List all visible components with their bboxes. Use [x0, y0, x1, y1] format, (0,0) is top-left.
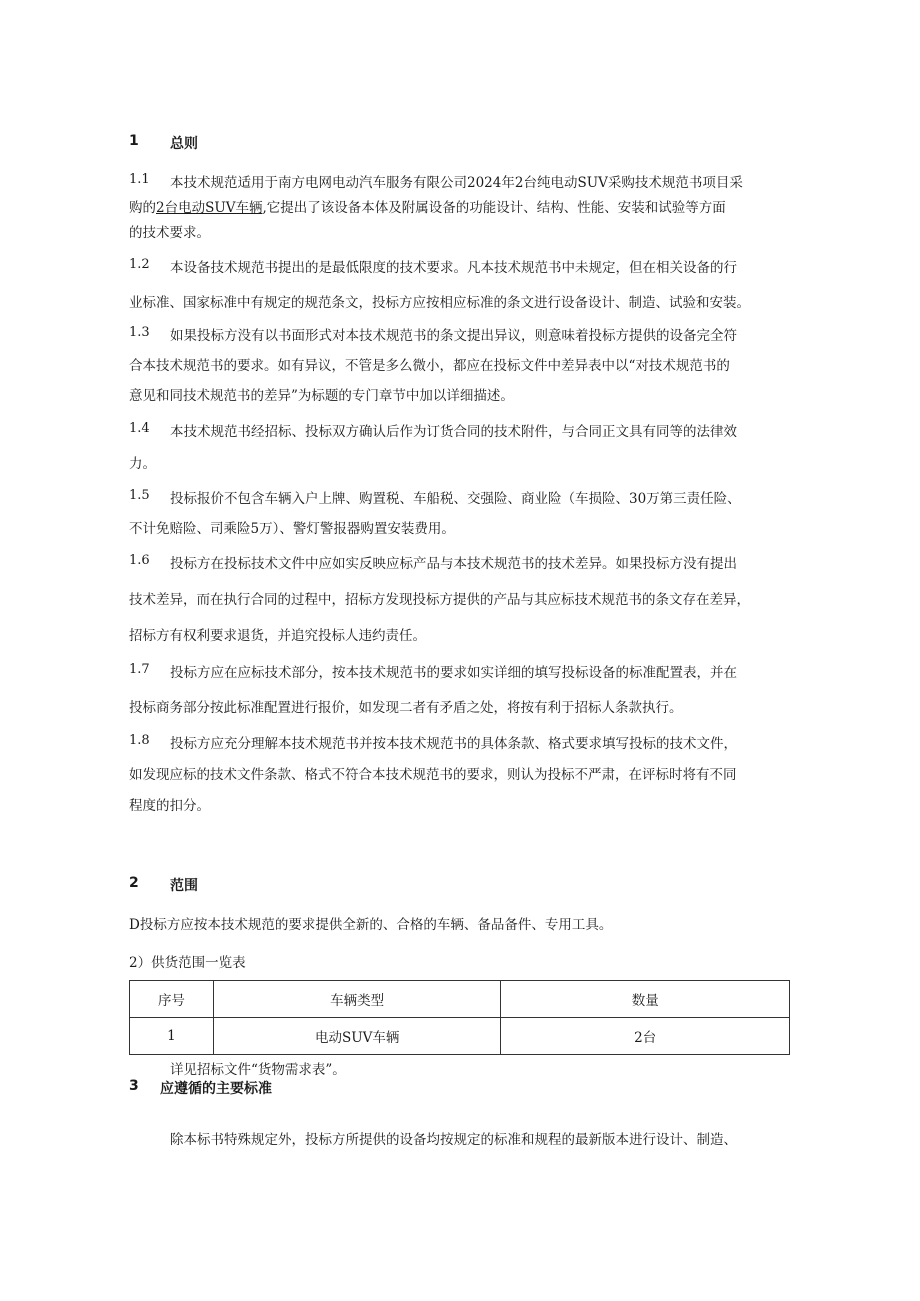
- section-3-line1: 除本标书特殊规定外，投标方所提供的设备均按规定的标准和规程的最新版本进行设计、制造、: [170, 1132, 737, 1148]
- clause-1-4-line2: 力。: [129, 456, 156, 472]
- section-1-title: 总则: [170, 136, 198, 152]
- clause-1-6-line1: 投标方在投标技术文件中应如实反映应标产品与本技术规范书的技术差异。如果投标方没有提出: [170, 556, 737, 572]
- header-cell: 数量: [501, 981, 790, 1018]
- table-note: 详见招标文件“货物需求表”。: [170, 1062, 346, 1078]
- clause-1-1-line2b: ,它提出了该设备本体及附属设备的功能设计、结构、性能、安装和试验等方面: [262, 200, 726, 216]
- clause-1-8-number: 1.8: [129, 733, 150, 748]
- clause-1-2-line2: 业标准、国家标准中有规定的规范条文，投标方应按相应标准的条文进行设备设计、制造、试验和安装。: [129, 295, 750, 311]
- clause-1-1-line2a: 购的: [129, 200, 156, 216]
- clause-1-8-line2: 如发现应标的技术文件条款、格式不符合本技术规范书的要求，则认为投标不严肃，在评标时将有不同: [129, 767, 737, 783]
- section-2-title: 范围: [170, 878, 198, 894]
- header-cell: 车辆类型: [213, 981, 501, 1018]
- clause-1-3-line2: 合本技术规范书的要求。如有异议，不管是多么微小，都应在投标文件中差异表中以“对技术规范书的: [129, 358, 730, 374]
- clause-1-7-number: 1.7: [129, 662, 150, 677]
- clause-1-3-line1: 如果投标方没有以书面形式对本技术规范书的条文提出异议，则意味着投标方提供的设备完全符: [170, 328, 737, 344]
- section-3-number: 3: [129, 1078, 139, 1094]
- table-header-row: [130, 981, 790, 1018]
- clause-1-2-number: 1.2: [129, 257, 150, 272]
- clause-1-1-number: 1.1: [129, 172, 150, 187]
- clause-1-3-line3: 意见和同技术规范书的差异”为标题的专门章节中加以详细描述。: [129, 388, 514, 404]
- table-row: [130, 1018, 790, 1055]
- clause-1-5-line2: 不计免赔险、司乘险5万）、警灯警报器购置安装费用。: [129, 521, 455, 537]
- clause-1-4-number: 1.4: [129, 421, 150, 436]
- clause-1-4-line1: 本技术规范书经招标、投标双方确认后作为订货合同的技术附件，与合同正文具有同等的法律效: [170, 424, 737, 440]
- scope-item-1: D投标方应按本技术规范的要求提供全新的、合格的车辆、备品备件、专用工具。: [129, 917, 613, 933]
- clause-1-5-line1: 投标报价不包含车辆入户上牌、购置税、车船税、交强险、商业险（车损险、30万第三责任险、: [170, 491, 741, 507]
- table-cell: 电动SUV车辆: [213, 1018, 501, 1055]
- clause-1-1-line2: [129, 196, 726, 216]
- table-cell: 2台: [501, 1018, 790, 1055]
- section-2-number: 2: [129, 875, 139, 891]
- clause-1-2-line1: 本设备技术规范书提出的是最低限度的技术要求。凡本技术规范书中未规定，但在相关设备的行: [170, 260, 737, 276]
- clause-1-6-line3: 招标方有权利要求退货，并追究投标人违约责任。: [129, 628, 426, 644]
- section-3-title: 应遵循的主要标准: [160, 1081, 272, 1097]
- clause-1-8-line3: 程度的扣分。: [129, 798, 210, 814]
- header-cell: 序号: [130, 981, 214, 1018]
- scope-item-2: 2）供货范围一览表: [129, 955, 246, 971]
- table-cell: 1: [130, 1018, 214, 1055]
- section-1-number: 1: [129, 133, 139, 149]
- clause-1-5-number: 1.5: [129, 488, 150, 503]
- clause-1-7-line2: 投标商务部分按此标准配置进行报价，如发现二者有矛盾之处，将按有利于招标人条款执行。: [129, 700, 683, 716]
- clause-1-6-line2: 技术差异，而在执行合同的过程中，招标方发现投标方提供的产品与其应标技术规范书的条文存在差异，: [129, 592, 750, 608]
- clause-1-7-line1: 投标方应在应标技术部分，按本技术规范书的要求如实详细的填写投标设备的标准配置表，并在: [170, 665, 737, 681]
- clause-1-8-line1: 投标方应充分理解本技术规范书并按本技术规范书的具体条款、格式要求填写投标的技术文件，: [170, 736, 737, 752]
- clause-1-1-line3: 的技术要求。: [129, 225, 210, 241]
- clause-1-1-line1: 本技术规范适用于南方电网电动汽车服务有限公司2024年2台纯电动SUV采购技术规范书项目采: [170, 175, 743, 191]
- clause-1-3-number: 1.3: [129, 325, 150, 340]
- clause-1-6-number: 1.6: [129, 553, 150, 568]
- clause-1-1-underlined: 2台电动SUV车辆: [156, 200, 263, 216]
- supply-scope-table: [129, 980, 790, 1055]
